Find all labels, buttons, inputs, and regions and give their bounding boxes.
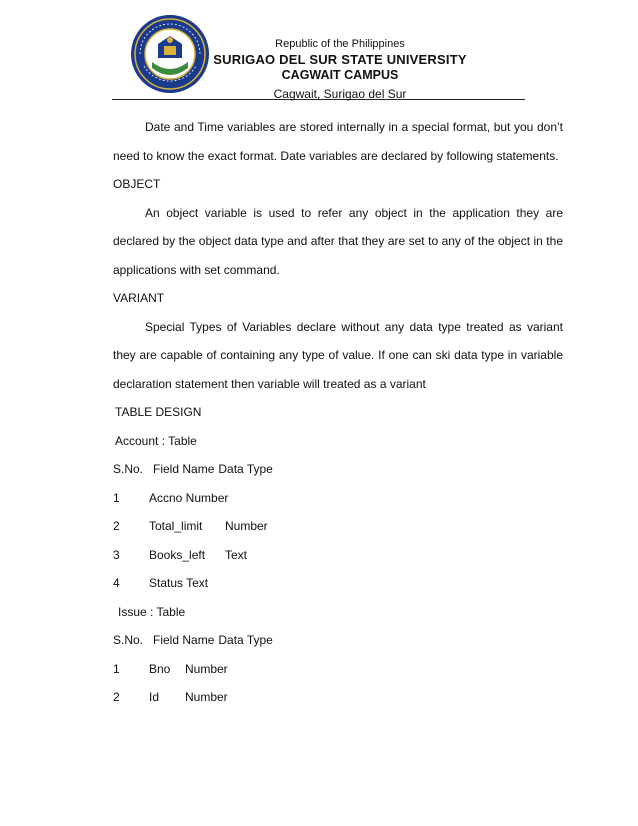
document-body — [113, 113, 563, 712]
variant-heading: VARIANT — [113, 291, 165, 305]
header-divider — [112, 99, 525, 100]
account-table-caption: Account : Table — [115, 433, 197, 448]
field-name-header: Field Name — [153, 462, 215, 476]
table-row: 3 Books_left Text — [113, 547, 248, 562]
campus-name: CAGWAIT CAMPUS — [281, 68, 399, 82]
date-paragraph: Date and Time variables are stored internally in a special format, but you don’t need to know the exact format. Date variables are declared by following statements. — [113, 120, 563, 163]
sno-header: S.No. — [113, 462, 144, 476]
table-row: 4 Status Text — [113, 576, 209, 590]
variant-paragraph: Special Types of Variables declare without any data type treated as variant they are capable of containing any type of value. If one can ski data type in variable declaration statement then variable will treated as a variant — [113, 319, 563, 391]
campus-location: Cagwait, Surigao del Sur — [273, 86, 407, 101]
object-heading: OBJECT — [113, 177, 161, 191]
table-design-heading: TABLE DESIGN — [115, 405, 202, 419]
sno-header: S.No. — [113, 633, 144, 647]
table-row: 2 Id Number — [113, 690, 228, 704]
object-paragraph: An object variable is used to refer any object in the application they are declared by the object data type and after that they are set to any of the object in the applications with set command. — [113, 205, 563, 277]
data-type-header: Data Type — [218, 633, 273, 647]
table-row: 1 Bno Number — [113, 661, 228, 676]
field-name-header: Field Name — [153, 633, 215, 647]
republic-line: Republic of the Philippines — [275, 38, 405, 50]
table-row: 1 Accno Number — [113, 490, 229, 505]
account-table-header — [113, 455, 563, 484]
issue-table-caption: Issue : Table — [118, 604, 186, 619]
university-name: SURIGAO DEL SUR STATE UNIVERSITY — [213, 51, 467, 67]
table-row: 2 Total_limit Number — [113, 519, 268, 533]
issue-table-header — [113, 626, 563, 655]
university-seal-icon — [130, 14, 210, 94]
data-type-header: Data Type — [218, 462, 273, 476]
letterhead — [210, 38, 470, 102]
